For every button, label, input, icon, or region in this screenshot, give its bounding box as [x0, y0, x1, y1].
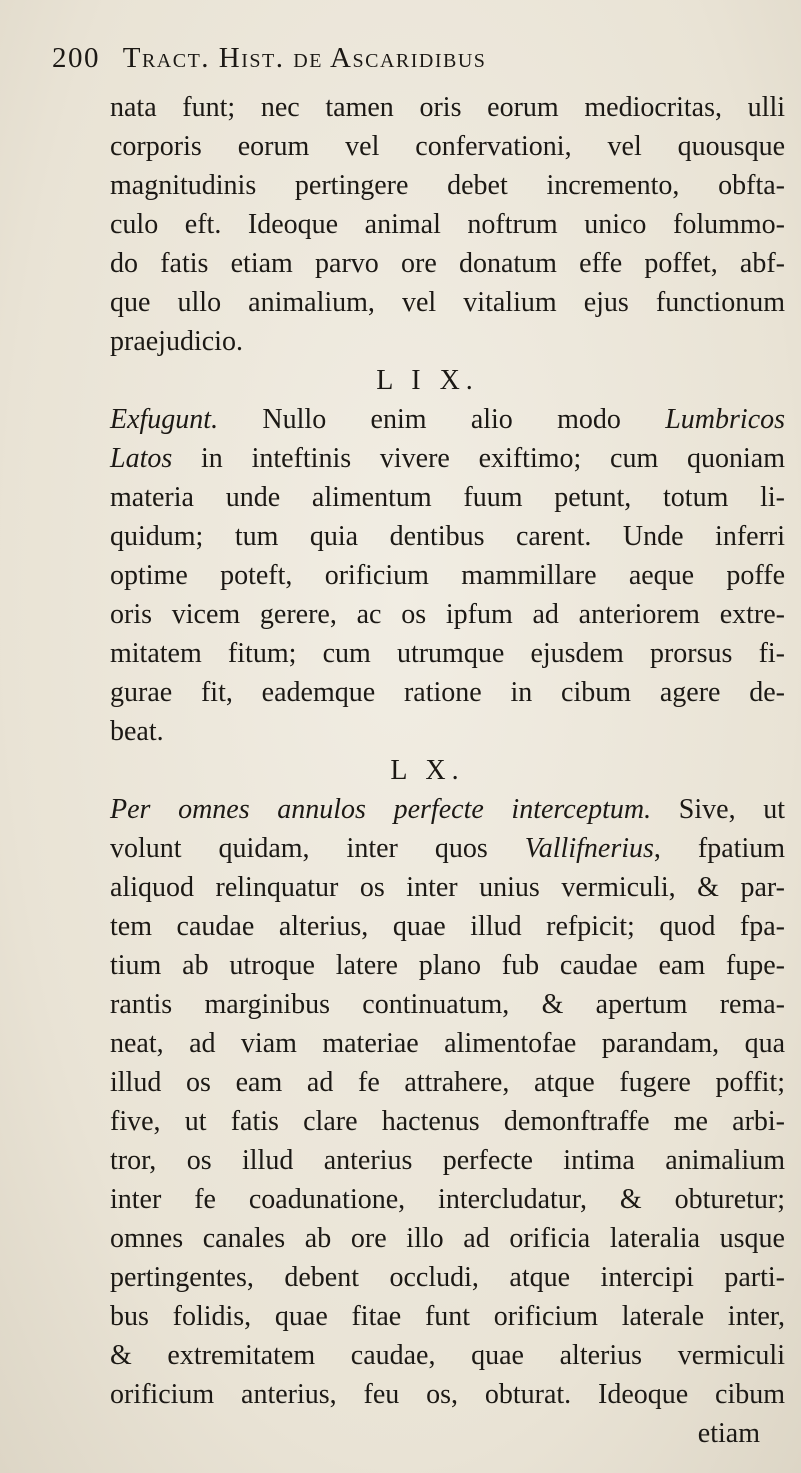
text-line — [110, 946, 785, 985]
line-text: L I X. — [376, 365, 479, 396]
italic-term: Lumbricos — [665, 404, 786, 435]
running-header — [52, 42, 752, 82]
catchword — [110, 1414, 785, 1453]
line-text: tium ab utroque latere plano fub caudae eam fupe- — [110, 950, 785, 981]
text-line — [110, 790, 785, 829]
line-text: omnes canales ab ore illo ad orificia lateralia usque — [110, 1223, 785, 1254]
text-line — [110, 1336, 785, 1375]
body-text — [110, 88, 785, 1453]
text-line — [110, 1297, 785, 1336]
text-line — [110, 868, 785, 907]
text-line — [110, 712, 785, 751]
line-text: praejudicio. — [110, 326, 243, 357]
text-line — [110, 1024, 785, 1063]
section-number — [110, 361, 785, 400]
running-title: Tract. Hist. de Ascaridibus — [122, 42, 487, 74]
italic-term: Per omnes annulos perfecte interceptum. — [110, 794, 652, 825]
line-text: neat, ad viam materiae alimentofae parandam, qua — [110, 1028, 785, 1059]
line-text: etiam — [697, 1418, 760, 1449]
text-line — [110, 439, 785, 478]
line-text: & extremitatem caudae, quae alterius vermiculi — [110, 1340, 785, 1371]
text-line — [110, 127, 785, 166]
text-line — [110, 1063, 785, 1102]
line-text: Nullo enim alio modo — [262, 404, 621, 435]
text-line — [110, 634, 785, 673]
page-number: 200 — [52, 42, 100, 74]
italic-term: Latos — [110, 443, 173, 474]
text-line — [110, 283, 785, 322]
line-text: tem caudae alterius, quae illud refpicit; quod fpa- — [110, 911, 785, 942]
line-text: gurae fit, eademque ratione in cibum agere de- — [110, 677, 785, 708]
line-text: L X. — [390, 755, 465, 786]
line-text: five, ut fatis clare hactenus demonftraffe me arbi- — [110, 1106, 785, 1137]
text-line — [110, 205, 785, 244]
italic-term: Vallifnerius — [524, 833, 654, 864]
line-text: illud os eam ad fe attrahere, atque fugere poffit; — [110, 1067, 785, 1098]
text-line — [110, 556, 785, 595]
line-text: culo eft. Ideoque animal noftrum unico folummo- — [110, 209, 785, 240]
text-line — [110, 88, 785, 127]
line-text: oris vicem gerere, ac os ipfum ad anteriorem extre- — [110, 599, 785, 630]
text-line — [110, 322, 785, 361]
text-line — [110, 907, 785, 946]
text-line — [110, 478, 785, 517]
line-text: optime poteft, orificium mammillare aeque poffe — [110, 560, 785, 591]
text-line — [110, 166, 785, 205]
line-text: rantis marginibus continuatum, & apertum rema- — [110, 989, 785, 1020]
line-text: que ullo animalium, vel vitalium ejus functionum — [110, 287, 785, 318]
text-line — [110, 1219, 785, 1258]
line-text: pertingentes, debent occludi, atque intercipi parti- — [110, 1262, 785, 1293]
text-line — [110, 517, 785, 556]
line-text: Sive, ut — [678, 794, 786, 825]
line-text: mitatem fitum; cum utrumque ejusdem prorsus fi- — [110, 638, 785, 669]
line-text: , fpatium — [653, 833, 785, 864]
text-line — [110, 1141, 785, 1180]
line-text: tror, os illud anterius perfecte intima animalium — [110, 1145, 785, 1176]
line-text: corporis eorum vel confervationi, vel quousque — [110, 131, 785, 162]
italic-term: Exfugunt. — [110, 404, 219, 435]
line-text: aliquod relinquatur os inter unius vermiculi, & par- — [110, 872, 785, 903]
text-line — [110, 829, 785, 868]
line-text: nata funt; nec tamen oris eorum mediocritas, ulli — [110, 92, 785, 123]
text-line — [110, 985, 785, 1024]
text-line — [110, 400, 785, 439]
text-line — [110, 1102, 785, 1141]
line-text: bus folidis, quae fitae funt orificium laterale inter, — [110, 1301, 785, 1332]
text-line — [110, 673, 785, 712]
text-line — [110, 244, 785, 283]
line-text: in inteftinis vivere exiftimo; cum quoniam — [201, 443, 786, 474]
line-text: do fatis etiam parvo ore donatum effe poffet, abf- — [110, 248, 785, 279]
line-text: beat. — [110, 716, 164, 747]
line-text: magnitudinis pertingere debet incremento, obfta- — [110, 170, 785, 201]
text-line — [110, 1375, 785, 1414]
text-line — [110, 1258, 785, 1297]
line-text: inter fe coadunatione, intercludatur, & obturetur; — [110, 1184, 785, 1215]
line-text: materia unde alimentum fuum petunt, totum li- — [110, 482, 785, 513]
line-text: quidum; tum quia dentibus carent. Unde inferri — [110, 521, 785, 552]
line-text: volunt quidam, inter quos — [110, 833, 488, 864]
text-line — [110, 595, 785, 634]
text-line — [110, 1180, 785, 1219]
section-number — [110, 751, 785, 790]
line-text: orificium anterius, feu os, obturat. Ideoque cibum — [110, 1379, 785, 1410]
